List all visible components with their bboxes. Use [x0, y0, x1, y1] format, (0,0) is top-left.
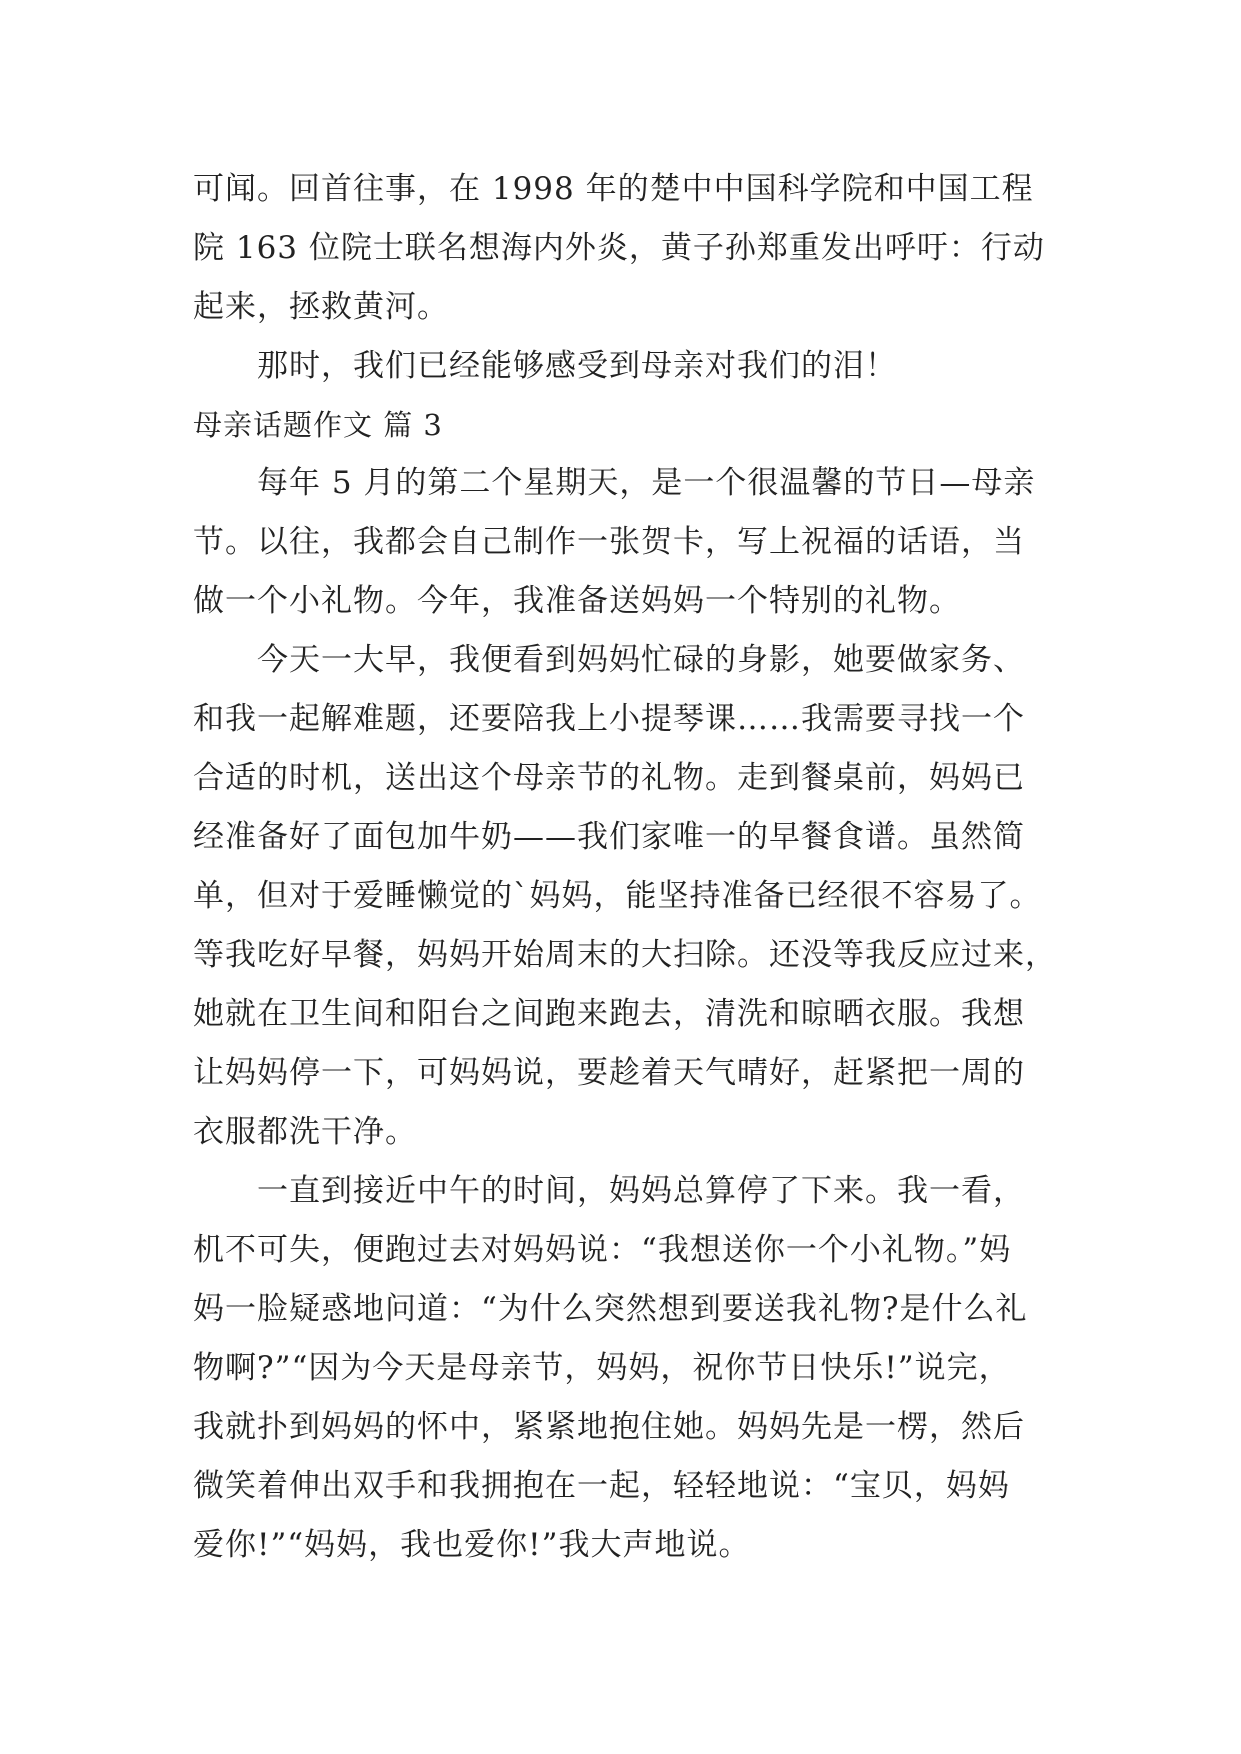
section-heading: 母亲话题作文 篇 3 — [193, 408, 443, 442]
text-line: 节。以往，我都会自己制作一张贺卡，写上祝福的话语，当 — [193, 524, 1025, 560]
text-line: 让妈妈停一下，可妈妈说，要趁着天气晴好，赶紧把一周的 — [193, 1055, 1025, 1091]
paragraph-5 — [193, 1162, 1055, 1575]
text-line: 每年 5 月的第二个星期天，是一个很温馨的节日—母亲 — [257, 465, 1036, 501]
text-line: 那时，我们已经能够感受到母亲对我们的泪！ — [257, 348, 897, 384]
paragraph-3 — [193, 454, 1055, 631]
text-line: 起来，拯救黄河。 — [193, 289, 449, 325]
text-line: 衣服都洗干净。 — [193, 1114, 417, 1150]
text-line: 可闻。回首往事，在 1998 年的楚中中国科学院和中国工程 — [193, 171, 1034, 207]
text-line: 她就在卫生间和阳台之间跑来跑去，清洗和晾晒衣服。我想 — [193, 996, 1025, 1032]
text-line: 单，但对于爱睡懒觉的`妈妈，能坚持准备已经很不容易了。 — [193, 878, 1042, 914]
paragraph-2 — [193, 337, 1055, 396]
text-line: 物啊?”“因为今天是母亲节，妈妈，祝你节日快乐!”说完， — [193, 1350, 1011, 1386]
text-line: 一直到接近中午的时间，妈妈总算停了下来。我一看， — [257, 1173, 1025, 1209]
paragraph-1 — [193, 160, 1055, 337]
text-line: 今天一大早，我便看到妈妈忙碌的身影，她要做家务、 — [257, 642, 1025, 678]
document-body — [193, 160, 1055, 1575]
text-line: 机不可失，便跑过去对妈妈说：“我想送你一个小礼物。”妈 — [193, 1232, 1012, 1268]
text-line: 和我一起解难题，还要陪我上小提琴课……我需要寻找一个 — [193, 701, 1025, 737]
text-line: 经准备好了面包加牛奶——我们家唯一的早餐食谱。虽然简 — [193, 819, 1025, 855]
text-line: 微笑着伸出双手和我拥抱在一起，轻轻地说：“宝贝，妈妈 — [193, 1468, 1010, 1504]
text-line: 合适的时机，送出这个母亲节的礼物。走到餐桌前，妈妈已 — [193, 760, 1025, 796]
text-line: 做一个小礼物。今年，我准备送妈妈一个特别的礼物。 — [193, 583, 961, 619]
text-line: 院 163 位院士联名想海内外炎，黄子孙郑重发出呼吁：行动 — [193, 230, 1045, 266]
text-line: 爱你!”“妈妈，我也爱你!”我大声地说。 — [193, 1527, 751, 1563]
text-line: 等我吃好早餐，妈妈开始周末的大扫除。还没等我反应过来， — [193, 937, 1057, 973]
text-line: 妈一脸疑惑地问道：“为什么突然想到要送我礼物?是什么礼 — [193, 1291, 1028, 1327]
paragraph-4 — [193, 631, 1055, 1162]
text-line: 我就扑到妈妈的怀中，紧紧地抱住她。妈妈先是一楞，然后 — [193, 1409, 1025, 1445]
